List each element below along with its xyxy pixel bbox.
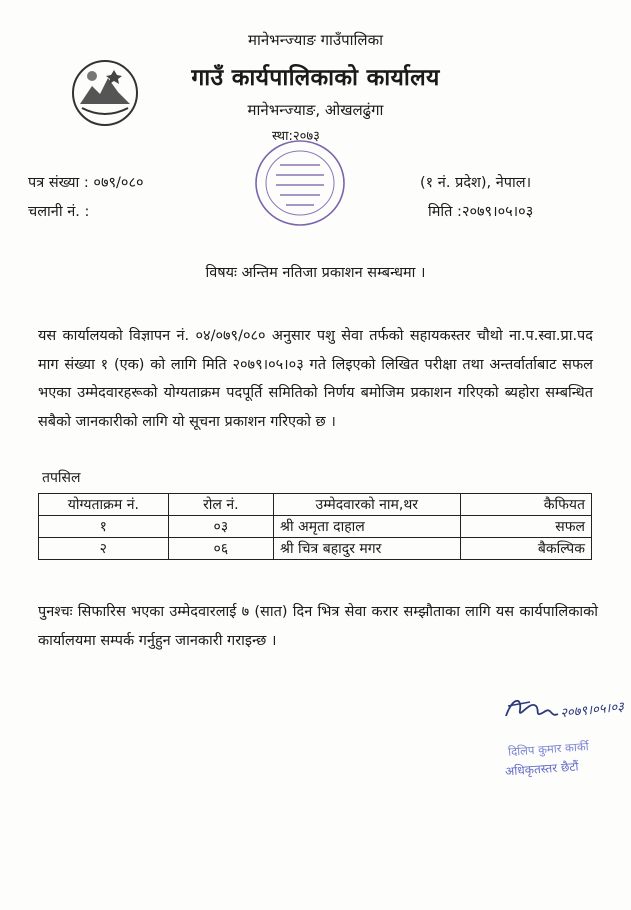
postscript-paragraph: पुनश्चः सिफारिस भएका उम्मेदवारलाई ७ (सात) दिन भित्र सेवा करार सम्झौताका लागि यस कार्यपालिकाको कार्यालयमा सम्पर्क गर्नुहुन जानकारी गराइन्छ । [38,604,598,649]
cell-roll: ०६ [168,538,273,560]
officer-title-stamp: अधिकृतस्तर छैटौं [504,759,579,779]
cell-rank: २ [39,538,169,560]
annex-label: तपसिल [42,470,81,486]
table-row [39,538,592,560]
cell-name: श्री चित्र बहादुर मगर [274,538,461,560]
table-header-row [39,494,592,516]
body-paragraph: यस कार्यालयको विज्ञापन नं. ०४/०७९/०८० अनुसार पशु सेवा तर्फको सहायकस्तर चौथो ना.प.स्वा.प्रा.पद माग संख्या १ (एक) को लागि मिति २०७९।०५।०३ गते लिइएको लिखित परीक्षा तथा अन्तर्वार्ताबाट सफल भएका उम्मेदवारहरूको योग्यताक्रम पदपूर्ति समितिको निर्णय बमोजिम प्रकाशन गरिएको ब्यहोरा सम्बन्धित सबैको जानकारीको लागि यो सूचना प्रकाशन गरिएको छ । [38,328,593,430]
cell-remarks: बैकल्पिक [460,538,591,560]
officer-name-stamp: दिलिप कुमार कार्की [507,739,590,759]
cell-name: श्री अमृता दाहाल [274,516,461,538]
letter-date: मिति :२०७९।०५।०३ [428,204,534,220]
header-roll: रोल नं. [168,494,273,516]
cell-remarks: सफल [460,516,591,538]
office-title: गाउँ कार्यपालिकाको कार्यालय [191,65,440,91]
cell-rank: १ [39,516,169,538]
letter-number: पत्र संख्या : ०७९/०८० [28,175,144,191]
signature-date: २०७९।०५।०३ [559,699,625,722]
table-row [39,516,592,538]
results-table [38,493,592,560]
cell-roll: ०३ [168,516,273,538]
header-name: उम्मेदवारको नाम,थर [274,494,461,516]
subject-line: विषयः अन्तिम नतिजा प्रकाशन सम्बन्धमा । [205,265,426,281]
header-rank: योग्यताक्रम नं. [39,494,169,516]
established-year: स्था:२०७३ [272,129,320,144]
dispatch-number: चलानी नं. : [28,204,90,220]
municipality-name: मानेभन्ज्याङ गाउँपालिका [248,31,383,49]
office-address: मानेभन्ज्याङ, ओखलढुंगा [247,101,384,119]
province-country: (१ नं. प्रदेश), नेपाल। [420,175,532,191]
office-stamp-icon [250,135,350,231]
header-remarks: कैफियत [460,494,591,516]
